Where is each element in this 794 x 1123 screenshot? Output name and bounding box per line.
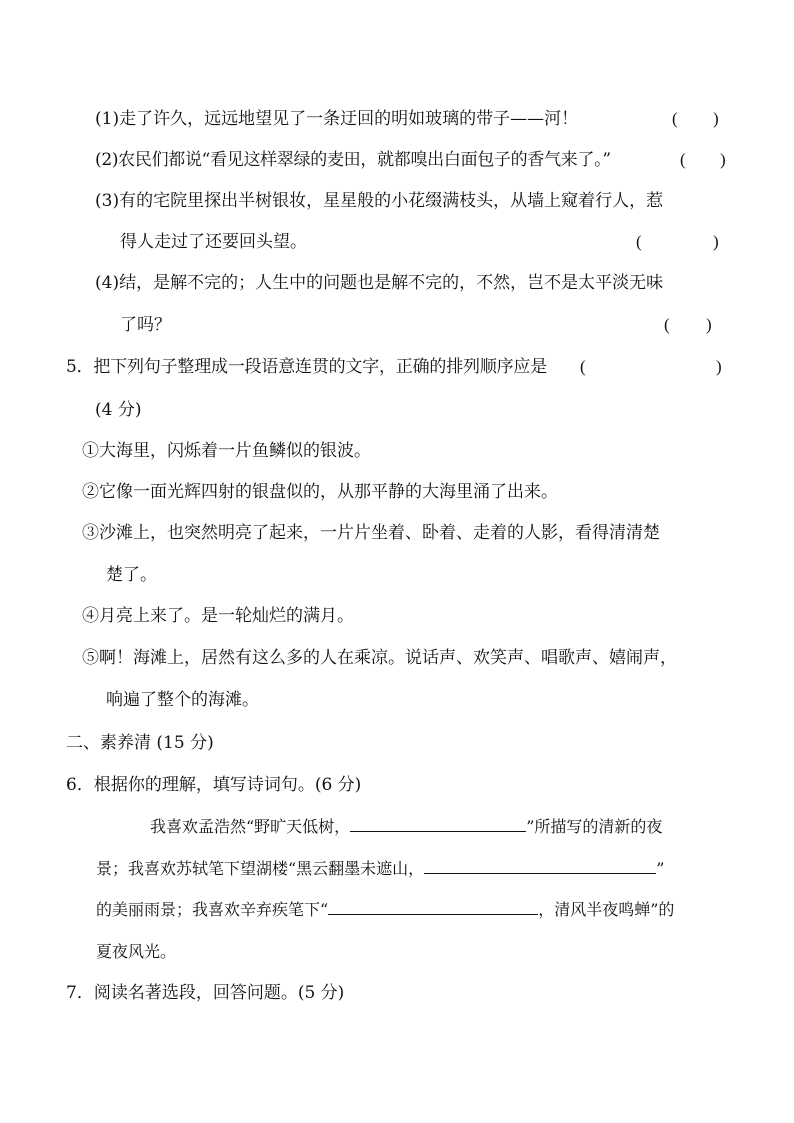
- q4-item-4-line2: 了吗？: [120, 315, 171, 335]
- poem-blank-3[interactable]: [328, 898, 538, 915]
- answer-paren-open-2: (: [680, 150, 686, 169]
- q6-line-1-before: 我喜欢孟浩然“野旷天低树，: [150, 817, 351, 836]
- q6-stem: 6．根据你的理解，填写诗词句。(6 分): [66, 775, 362, 795]
- q5-score: (4 分): [95, 400, 142, 420]
- q4-item-3-line2: 得人走过了还要回头望。: [120, 232, 307, 252]
- poem-blank-1[interactable]: [350, 815, 526, 832]
- q6-line-3-after: ，清风半夜鸣蝉”的: [538, 900, 675, 919]
- q5-sentence-4: ④月亮上来了。是一轮灿烂的满月。: [82, 606, 354, 626]
- q4-item-1: (1)走了许久，远远地望见了一条迂回的明如玻璃的带子——河！: [95, 109, 579, 129]
- q4-item-2: (2)农民们都说“看见这样翠绿的麦田，就都嗅出白面包子的香气来了。”: [95, 150, 611, 170]
- q6-line-4: 夏夜风光。: [96, 942, 177, 961]
- q4-item-3-line1: (3)有的宅院里探出半树银妆，星星般的小花缀满枝头，从墙上窥着行人，惹: [95, 191, 664, 211]
- q5-stem: 5．把下列句子整理成一段语意连贯的文字，正确的排列顺序应是: [66, 357, 548, 377]
- answer-paren-open-1: (: [672, 109, 678, 128]
- q6-line-2-before: 景；我喜欢苏轼笔下望湖楼“黑云翻墨未遮山，: [96, 859, 425, 878]
- q6-line-3: [96, 898, 674, 922]
- answer-paren-open-3: (: [636, 232, 642, 251]
- q5-sentence-5-line1: ⑤啊！海滩上，居然有这么多的人在乘凉。说话声、欢笑声、唱歌声、嬉闹声，: [82, 648, 677, 668]
- answer-paren-close-1: ): [713, 109, 719, 128]
- q5-sentence-3-line2: 楚了。: [106, 565, 157, 585]
- q5-sentence-3-line1: ③沙滩上，也突然明亮了起来，一片片坐着、卧着、走着的人影，看得清清楚: [82, 523, 660, 543]
- answer-paren-close-2: ): [720, 150, 726, 169]
- answer-paren-open-4: (: [664, 315, 670, 334]
- q6-line-1-after: ”所描写的清新的夜: [526, 817, 663, 836]
- section-2-heading: 二、素养清 (15 分): [66, 733, 214, 753]
- q5-sentence-2: ②它像一面光辉四射的银盘似的，从那平静的大海里涌了出来。: [82, 482, 558, 502]
- q7-stem: 7．阅读名著选段，回答问题。(5 分): [66, 983, 345, 1003]
- poem-blank-2[interactable]: [424, 857, 656, 874]
- answer-paren-close-3: ): [713, 232, 719, 251]
- q6-line-2: [96, 857, 664, 881]
- q5-sentence-1: ①大海里，闪烁着一片鱼鳞似的银波。: [82, 441, 371, 461]
- q6-line-3-before: 的美丽雨景；我喜欢辛弃疾笔下“: [96, 900, 329, 919]
- q4-item-4-line1: (4)结，是解不完的；人生中的问题也是解不完的，不然，岂不是太平淡无味: [95, 273, 664, 293]
- q6-line-1: [150, 815, 662, 839]
- q6-line-2-after: ”: [656, 859, 665, 878]
- answer-paren-close-5: ): [716, 357, 722, 376]
- q5-sentence-5-line2: 响遍了整个的海滩。: [106, 690, 259, 710]
- answer-paren-open-5: (: [580, 357, 586, 376]
- answer-paren-close-4: ): [706, 315, 712, 334]
